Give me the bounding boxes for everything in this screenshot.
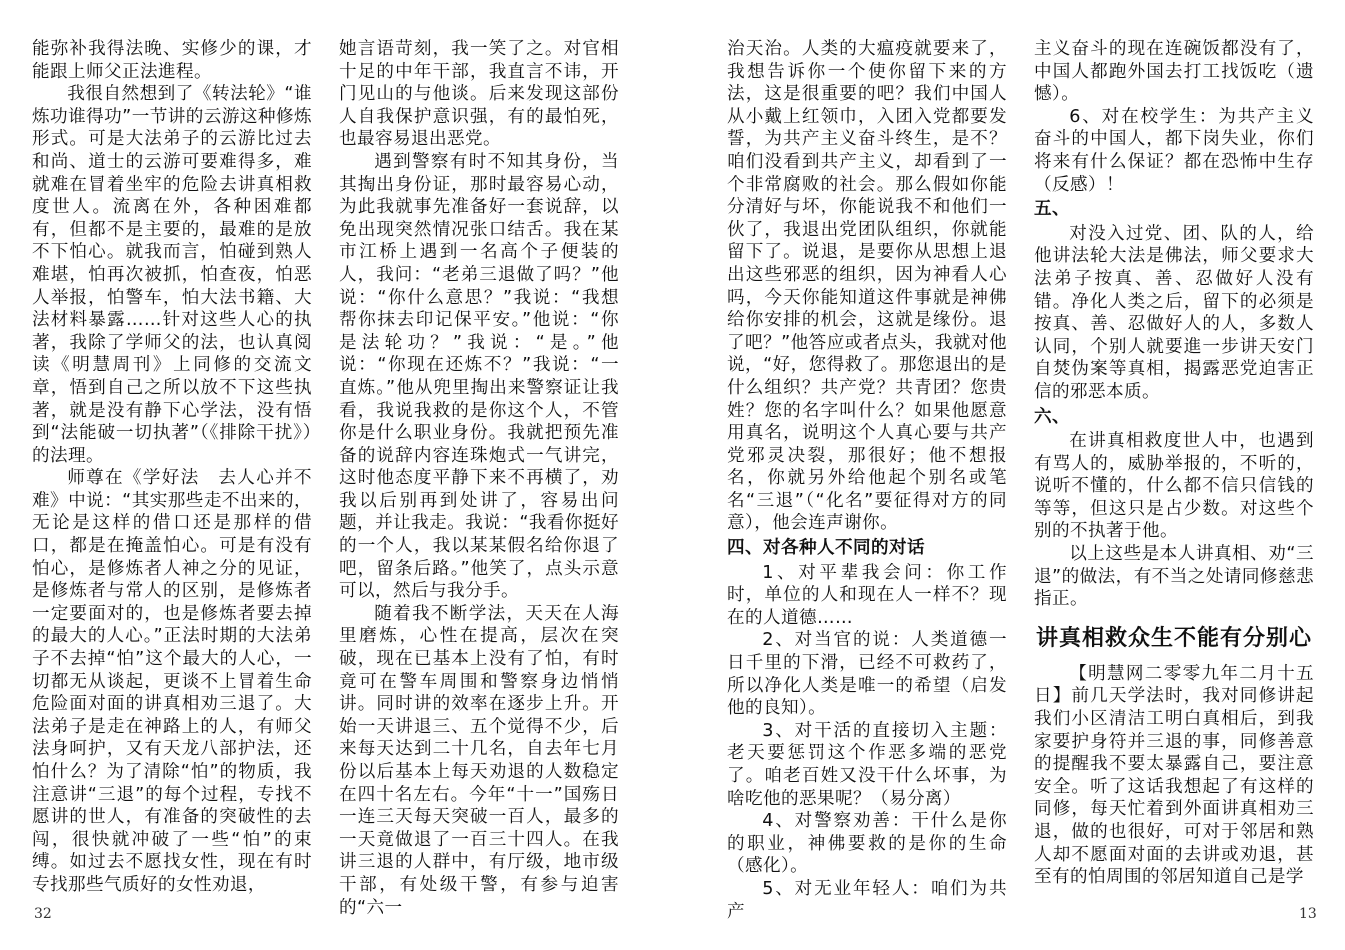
section-heading: 四、对各种人不同的对话: [727, 538, 925, 559]
list-item: 5、对无业年轻人：咱们为共产: [727, 878, 1007, 922]
article-title: 讲真相救众生不能有分别心: [1035, 625, 1312, 651]
paragraph: 随着我不断学法，天天在人海里磨炼，心性在提高，层次在突破，现在已基本上没有了怕，有时竟可在警车周围和警察身边悄悄讲。同时讲的效率在逐步上升。开始一天讲退三、五个觉得不少，后来每天达到二十几名，自去年七月份以后基本上每天劝退的人数稳定在四十名左右。今年“十一”国殇日一连三天每天突破一百人，最多的一天竟做退了一百三十四人。在我讲三退的人群中，有厅级，地市级干部，有处级干警，有参与迫害的“六一: [339, 603, 619, 918]
right-page: [672, 0, 1345, 950]
article-body: 【明慧网二零零九年二月十五日】前几天学法时，我对同修讲起我们小区清洁工明白真相后，到我家要护身符并三退的事，同修善意的提醒我不要太暴露自己，要注意安全。听了这话我想起了有这样的同修，每天忙着到外面讲真相劝三退，做的也很好，可对于邻居和熟人却不愿面对面的去讲或劝退，甚至有的怕周围的邻居知道自己是学: [1034, 663, 1314, 888]
left-column-1: [32, 38, 312, 898]
paragraph: 她言语苛刻，我一笑了之。对官相十足的中年干部，我直言不讳，开门见山的与他谈。后来发现这部份人自我保护意识强，有的最怕死，也最容易退出恶党。: [339, 39, 619, 150]
list-item: 3、对干活的直接切入主题：老天要惩罚这个作恶多端的恶党了。咱老百姓又没干什么坏事，为啥吃他的恶果呢？（易分离）: [727, 720, 1007, 809]
right-column-2: [1034, 38, 1314, 898]
list-item: 2、对当官的说：人类道德一日千里的下滑，已经不可救药了，所以净化人类是唯一的希望（启发他的良知）。: [727, 630, 1007, 719]
list-item: 4、对警察劝善：干什么是你的职业，神佛要救的是你的生命（感化）。: [727, 811, 1007, 877]
left-column-2: [339, 38, 619, 918]
right-column-1: [727, 38, 1007, 922]
paragraph: 治天治。人类的大瘟疫就要来了，我想告诉你一个使你留下来的方法，这是很重要的吧？我们中国人从小戴上红领巾，入团入党都要发誓，为共产主义奋斗终生，是不？咱们没看到共产主义，却看到了一个非常腐败的社会。那么假如你能分清好与坏，你能说我不和他们一伙了，我退出党团队组织，你就能留下了。说退，是要你从思想上退出这些邪恶的组织，因为神看人心吗，今天你能知道这件事就是神佛给你安排的机会，这就是缘份。退了吧？”他答应或者点头，我就对他说，“好，您得救了。那您退出的是什么组织？共产党？共青团？您贵姓？您的名字叫什么？如果他愿意用真名，说明这个人真心要与共产党邪灵决裂，那很好；他不想报名，你就另外给他起个别名或笔名“三退”（“化名”要征得对方的同意），他会连声谢你。: [727, 39, 1007, 534]
list-item: 1、对平辈我会问：你工作时，单位的人和现在人一样不？现在的人道德……: [727, 562, 1007, 628]
paragraph: 能弥补我得法晚、实修少的课，才能跟上师父正法進程。: [32, 39, 312, 82]
paragraph: 师尊在《学好法 去人心并不难》中说：“其实那些走不出来的，无论是这样的借口还是那样的借口，都是在掩盖怕心。可是有没有怕心，是修炼者人神之分的见证，是修炼者与常人的区别，是修炼者一定要面对的，也是修炼者要去掉的最大的人心。”正法时期的大法弟子不去掉“怕”这个最大的人心，一切都无从谈起，更谈不上冒着生命危险面对面的讲真相劝三退了。大法弟子是走在神路上的人，有师父法身呵护，又有天龙八部护法，还怕什么？为了清除“怕”的物质，我注意讲“三退”的每个过程，专找不愿讲的世人，有准备的突破性的去闯，很快就冲破了一些“怕”的束缚。如过去不愿找女性，现在有时专找那些气质好的女性劝退，: [32, 468, 312, 895]
paragraph: 主义奋斗的现在连碗饭都没有了，中国人都跑外国去打工找饭吃（遗憾）。: [1034, 39, 1314, 105]
section-heading: 五、: [1034, 199, 1070, 220]
paragraph: 对没入过党、团、队的人，给他讲法轮大法是佛法，师父要求大法弟子按真、善、忍做好人没有错。净化人类之后，留下的必须是按真、善、忍做好人的人，多数人认同，个别人就要進一步讲天安门自焚伪案等真相，揭露恶党迫害正信的邪恶本质。: [1034, 223, 1314, 402]
paragraph: 6、对在校学生：为共产主义奋斗的中国人，都下岗失业，你们将来有什么保证？都在恐怖中生存（反感）！: [1034, 106, 1314, 195]
left-page: [0, 0, 672, 950]
paragraph: 我很自然想到了《转法轮》“谁炼功谁得功”一节讲的云游这种修炼形式。可是大法弟子的云游比过去和尚、道士的云游可要难得多，难就难在冒着坐牢的危险去讲真相救度世人。流离在外，各种困难都有，但都不是主要的，最难的是放不下怕心。就我而言，怕碰到熟人难堪，怕再次被抓，怕查夜，怕恶人举报，怕警车，怕大法书籍、大法材料暴露……针对这些人心的执著，我除了学师父的法，也认真阅读《明慧周刊》上同修的交流文章，悟到自己之所以放不下这些执著，就是没有静下心学法，没有悟到“法能破一切执著”（《排除干扰》）的法理。: [32, 84, 312, 466]
paragraph: 遇到警察有时不知其身份，当其掏出身份证，那时最容易心动，为此我就事先准备好一套说辞，以免出现突然情况张口结舌。我在某市江桥上遇到一名高个子便装的人，我问：“老弟三退做了吗？”他说：“你什么意思？”我说：“我想帮你抹去印记保平安。”他说：“你是法轮功？”我说：“是。”他说：“你现在还炼不？”我说：“一直炼。”他从兜里掏出来警察证让我看，我说我救的是你这个人，不管你是什么职业身份。我就把预先准备的说辞内容连珠炮式一气讲完，这时他态度平静下来不再横了，劝我以后别再到处讲了，容易出问题，并让我走。我说：“我看你挺好的一个人，我以某某假名给你退了吧，留条后路。”他笑了，点头示意可以，然后与我分手。: [339, 151, 619, 602]
section-heading: 六、: [1034, 406, 1070, 427]
paragraph: 在讲真相救度世人中，也遇到有骂人的，威胁举报的，不听的，说听不懂的，什么都不信只信钱的等等，但这只是占少数。对这些个别的不执著于他。: [1034, 431, 1314, 542]
page-number: 13: [1299, 906, 1317, 922]
page-number: 32: [34, 906, 52, 922]
paragraph: 以上这些是本人讲真相、劝“三退”的做法，有不当之处请同修慈悲指正。: [1034, 544, 1314, 610]
